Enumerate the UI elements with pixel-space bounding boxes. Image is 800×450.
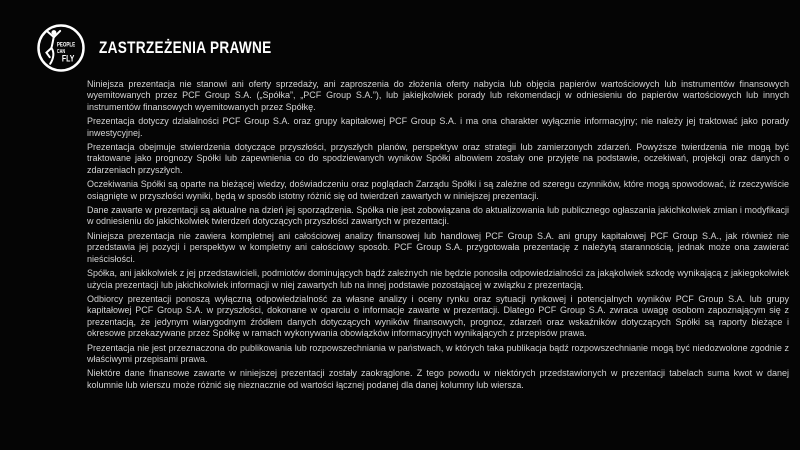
people-can-fly-logo-icon <box>36 23 86 73</box>
disclaimer-paragraph: Oczekiwania Spółki są oparte na bieżącej wiedzy, doświadczeniu oraz poglądach Zarządu Spółki i są zależne od szeregu czynników, które mogą spowodować, iż rzeczywiście osiągnięte w przyszłości wyniki, będą w sposób istotny różnić się od twierdzeń zawartych w niniejszej prezentacji. <box>87 179 789 201</box>
logo-word-fly: FLY <box>61 53 75 64</box>
disclaimer-paragraph: Prezentacja obejmuje stwierdzenia dotyczące przyszłości, przyszłych planów, perspektyw oraz strategii lub zamierzonych zdarzeń. Powyższe twierdzenia nie mogą być traktowane jako prognozy Spółki lub zapewnienia co do spodziewanych wyników Spółki albowiem zostały one przyjęte na podstawie, oczekiwań, projekcji oraz danych o zdarzeniach przyszłych. <box>87 142 789 175</box>
disclaimer-paragraph: Niniejsza prezentacja nie stanowi ani oferty sprzedaży, ani zaproszenia do złożenia oferty nabycia lub objęcia papierów wartościowych lub instrumentów finansowych wyemitowanych przez PCF Group S.A. („Spółka”, „PCF Group S.A.”), lub jakiejkolwiek porady lub rekomendacji w odniesieniu do papierów wartościowych lub innych instrumentów finansowych wyemitowanych przez Spółkę. <box>87 79 789 112</box>
disclaimer-paragraph: Prezentacja nie jest przeznaczona do publikowania lub rozpowszechniania w państwach, w których taka publikacja bądź rozpowszechnianie mogą być niedozwolone zgodnie z właściwymi przepisami prawa. <box>87 342 789 364</box>
disclaimer-text-block <box>87 79 789 394</box>
disclaimer-paragraph: Niniejsza prezentacja nie zawiera kompletnej ani całościowej analizy finansowej lub handlowej PCF Group S.A. ani grupy kapitałowej PCF Group S.A., jak również nie przedstawia jej pozycji i perspektyw w kompletny ani całościowy sposób. PCF Group S.A. przygotowała prezentację z należytą starannością, jednak może ona zawierać nieścisłości. <box>87 230 789 264</box>
disclaimer-paragraph: Odbiorcy prezentacji ponoszą wyłączną odpowiedzialność za własne analizy i oceny rynku oraz sytuacji rynkowej i potencjalnych wyników PCF Group S.A. lub grupy kapitałowej PCF Group S.A. w przyszłości, dokonane w oparciu o informacje zawarte w prezentacji. Dlatego PCF Group S.A. zwraca uwagę osobom zapoznającym się z prezentacją, że jedynym wiarygodnym źródłem danych dotyczących wyników finansowych, prognoz, zdarzeń oraz wskaźników dotyczących Spółki są raporty bieżące i okresowe przekazywane przez Spółkę w ramach wykonywania obowiązków informacyjnych wynikających z przepisów prawa. <box>87 293 789 339</box>
slide-header <box>36 23 315 73</box>
disclaimer-paragraph: Prezentacja dotyczy działalności PCF Group S.A. oraz grupy kapitałowej PCF Group S.A. i ma ona charakter wyłącznie informacyjny; nie należy jej traktować jako porady inwestycyjnej. <box>87 116 789 138</box>
logo-word-can: CAN <box>56 49 66 55</box>
disclaimer-paragraph: Dane zawarte w prezentacji są aktualne na dzień jej sporządzenia. Spółka nie jest zobowiązana do aktualizowania lub publicznego ogłaszania jakichkolwiek zmian i modyfikacji w odniesieniu do jakichkolwiek twierdzeń dotyczących przyszłości zawartych w prezentacji. <box>87 205 789 227</box>
logo-word-people: PEOPLE <box>56 41 76 49</box>
page-title: ZASTRZEŻENIA PRAWNE <box>99 38 272 57</box>
disclaimer-paragraph: Niektóre dane finansowe zawarte w niniejszej prezentacji zostały zaokrąglone. Z tego powodu w niektórych przedstawionych w prezentacji tabelach suma kwot w danej kolumnie lub wierszu może różnić się nieznacznie od wartości łącznej podanej dla danej kolumny lub wiersza. <box>87 368 789 390</box>
disclaimer-paragraph: Spółka, ani jakikolwiek z jej przedstawicieli, podmiotów dominujących bądź zależnych nie będzie ponosiła odpowiedzialności za jakąkolwiek szkodę wynikającą z jakiegokolwiek użycia prezentacji lub jakichkolwiek informacji w niej zawartych lub na innej podstawie pozostającej w związku z prezentacją. <box>87 268 789 290</box>
